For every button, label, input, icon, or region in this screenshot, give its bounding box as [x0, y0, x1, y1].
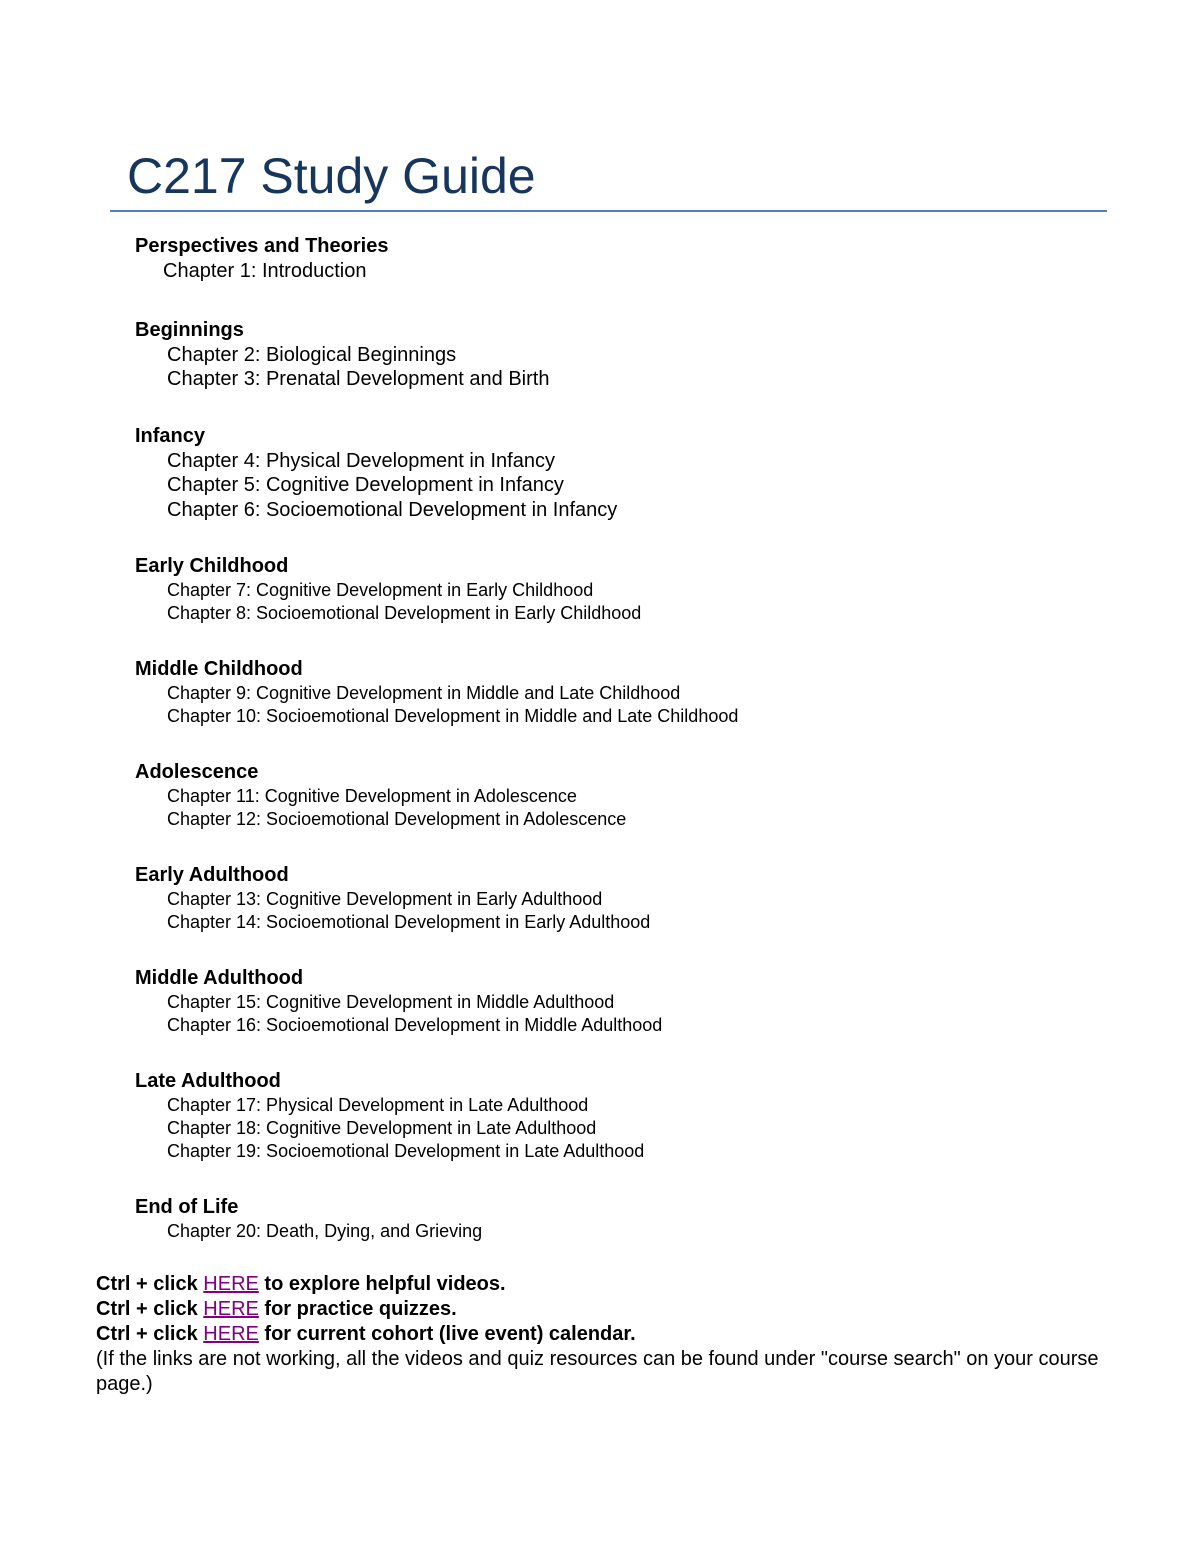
section-perspectives-and-theories — [135, 234, 1095, 284]
chapter-item: Chapter 10: Socioemotional Development in Middle and Late Childhood — [167, 706, 739, 726]
chapter-item: Chapter 6: Socioemotional Development in Infancy — [167, 498, 618, 521]
link-prefix: Ctrl + click — [96, 1298, 204, 1320]
link-suffix: for practice quizzes. — [258, 1298, 457, 1320]
chapter-item: Chapter 17: Physical Development in Late Adulthood — [167, 1095, 589, 1115]
study-guide-outline — [135, 234, 1095, 1275]
section-beginnings — [135, 318, 1095, 392]
chapter-item: Chapter 3: Prenatal Development and Birth — [167, 368, 550, 390]
section-infancy — [135, 424, 1095, 523]
chapter-item: Chapter 12: Socioemotional Development in Adolescence — [167, 809, 627, 829]
calendar-link[interactable]: HERE — [203, 1323, 259, 1345]
section-heading: Late Adulthood — [135, 1070, 281, 1092]
videos-link[interactable]: HERE — [203, 1273, 259, 1295]
section-heading: Adolescence — [135, 761, 259, 783]
chapter-item: Chapter 13: Cognitive Development in Early Adulthood — [167, 889, 603, 909]
section-heading: End of Life — [135, 1196, 239, 1218]
resource-links — [96, 1272, 1116, 1397]
section-late-adulthood — [135, 1069, 1095, 1163]
section-middle-adulthood — [135, 966, 1095, 1037]
section-heading: Early Adulthood — [135, 864, 289, 886]
chapter-item: Chapter 15: Cognitive Development in Middle Adulthood — [167, 992, 615, 1012]
section-heading: Infancy — [135, 424, 206, 447]
chapter-item: Chapter 18: Cognitive Development in Late Adulthood — [167, 1118, 597, 1138]
links-note: (If the links are not working, all the videos and quiz resources can be found under "course search" on your course page.) — [96, 1348, 1099, 1395]
calendar-link-line — [96, 1322, 1116, 1347]
chapter-item: Chapter 1: Introduction — [163, 260, 367, 282]
section-heading: Middle Adulthood — [135, 967, 304, 989]
chapter-item: Chapter 8: Socioemotional Development in Early Childhood — [167, 603, 642, 623]
section-adolescence — [135, 760, 1095, 831]
page-title: C217 Study Guide — [127, 148, 536, 204]
chapter-item: Chapter 11: Cognitive Development in Adolescence — [167, 786, 577, 806]
videos-link-line — [96, 1272, 1116, 1297]
chapter-item: Chapter 7: Cognitive Development in Early Childhood — [167, 580, 594, 600]
quizzes-link[interactable]: HERE — [203, 1298, 259, 1320]
section-end-of-life — [135, 1195, 1095, 1243]
chapter-item: Chapter 5: Cognitive Development in Infancy — [167, 474, 564, 496]
link-prefix: Ctrl + click — [96, 1323, 204, 1345]
chapter-item: Chapter 4: Physical Development in Infancy — [167, 449, 555, 472]
chapter-item: Chapter 20: Death, Dying, and Grieving — [167, 1221, 483, 1241]
chapter-item: Chapter 2: Biological Beginnings — [167, 343, 457, 366]
section-early-childhood — [135, 554, 1095, 625]
link-suffix: to explore helpful videos. — [258, 1273, 506, 1295]
link-prefix: Ctrl + click — [96, 1273, 204, 1295]
section-heading: Middle Childhood — [135, 658, 303, 680]
section-middle-childhood — [135, 657, 1095, 728]
link-suffix: for current cohort (live event) calendar. — [258, 1323, 636, 1345]
chapter-item: Chapter 14: Socioemotional Development in Early Adulthood — [167, 912, 651, 932]
title-divider — [110, 210, 1107, 212]
chapter-item: Chapter 16: Socioemotional Development in Middle Adulthood — [167, 1015, 663, 1035]
quizzes-link-line — [96, 1297, 1116, 1322]
section-heading: Early Childhood — [135, 555, 289, 577]
section-heading: Beginnings — [135, 318, 244, 341]
section-early-adulthood — [135, 863, 1095, 934]
section-heading: Perspectives and Theories — [135, 235, 389, 257]
chapter-item: Chapter 9: Cognitive Development in Middle and Late Childhood — [167, 683, 681, 703]
chapter-item: Chapter 19: Socioemotional Development in Late Adulthood — [167, 1141, 645, 1161]
